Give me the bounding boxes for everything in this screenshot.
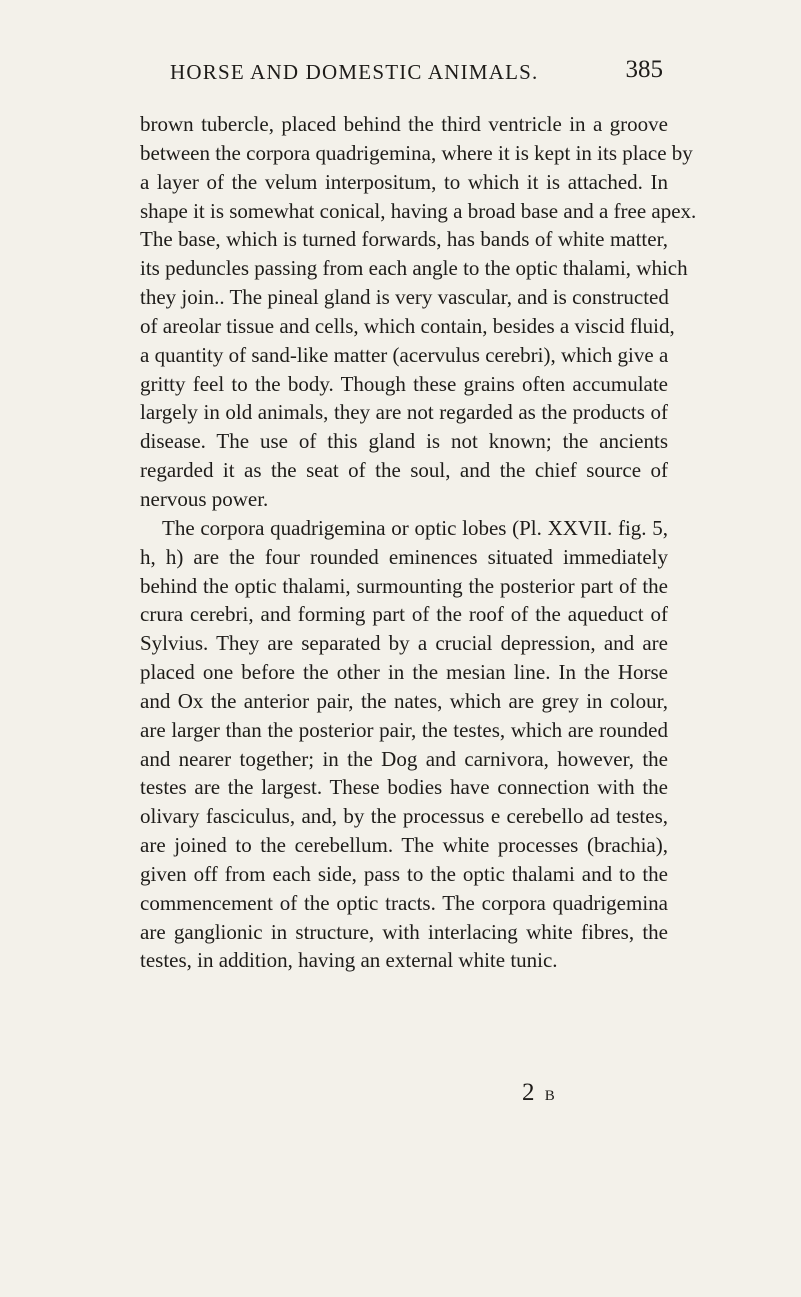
text-line: they join.. The pineal gland is very vascular, and is constructed xyxy=(140,285,669,310)
text-line: Sylvius. They are separated by a crucial depression, and are xyxy=(140,631,668,656)
text-line: regarded it as the seat of the soul, and the chief source of xyxy=(140,458,668,483)
text-line: between the corpora quadrigemina, where it is kept in its place by xyxy=(140,140,693,165)
text-line: given off from each side, pass to the optic thalami and to the xyxy=(140,861,668,886)
text-line: behind the optic thalami, surmounting the posterior part of the xyxy=(140,573,668,598)
text-line: gritty feel to the body. Though these grains often accumulate xyxy=(140,371,668,396)
running-head: HORSE AND DOMESTIC ANIMALS. xyxy=(170,60,539,84)
body-text xyxy=(140,110,697,975)
signature-mark xyxy=(522,1079,555,1107)
text-line: commencement of the optic tracts. The corpora quadrigemina xyxy=(140,890,668,915)
text-line: and Ox the anterior pair, the nates, which are grey in colour, xyxy=(140,688,668,713)
paragraph-start-line: The corpora quadrigemina or optic lobes (Pl. XXVII. fig. 5, xyxy=(162,515,668,540)
text-line: h, h) are the four rounded eminences situated immediately xyxy=(140,544,668,569)
text-line: and nearer together; in the Dog and carnivora, however, the xyxy=(140,746,668,771)
text-line: of areolar tissue and cells, which contain, besides a viscid fluid, xyxy=(140,313,675,338)
signature-letter: B xyxy=(544,1088,555,1104)
signature-number: 2 xyxy=(522,1079,537,1106)
text-line: are ganglionic in structure, with interlacing white fibres, the xyxy=(140,919,668,944)
text-line: nervous power. xyxy=(140,486,269,511)
page-number: 385 xyxy=(625,56,663,83)
text-line: a layer of the velum interpositum, to which it is attached. In xyxy=(140,169,668,194)
text-line: placed one before the other in the mesian line. In the Horse xyxy=(140,660,668,685)
text-line: are joined to the cerebellum. The white processes (brachia), xyxy=(140,833,668,858)
text-line: its peduncles passing from each angle to the optic thalami, which xyxy=(140,256,688,281)
text-line: disease. The use of this gland is not known; the ancients xyxy=(140,429,668,454)
text-line: crura cerebri, and forming part of the roof of the aqueduct of xyxy=(140,602,668,627)
text-line: largely in old animals, they are not regarded as the products of xyxy=(140,400,668,425)
text-line: are larger than the posterior pair, the testes, which are rounded xyxy=(140,717,668,742)
text-line: olivary fasciculus, and, by the processus e cerebello ad testes, xyxy=(140,804,668,829)
text-line: a quantity of sand-like matter (acervulus cerebri), which give a xyxy=(140,342,669,367)
page-header xyxy=(0,56,801,90)
text-line: The base, which is turned forwards, has bands of white matter, xyxy=(140,227,668,252)
text-line: brown tubercle, placed behind the third ventricle in a groove xyxy=(140,112,668,136)
text-line: testes are the largest. These bodies have connection with the xyxy=(140,775,668,800)
text-line: shape it is somewhat conical, having a broad base and a free apex. xyxy=(140,198,697,223)
text-line: testes, in addition, having an external white tunic. xyxy=(140,948,558,973)
